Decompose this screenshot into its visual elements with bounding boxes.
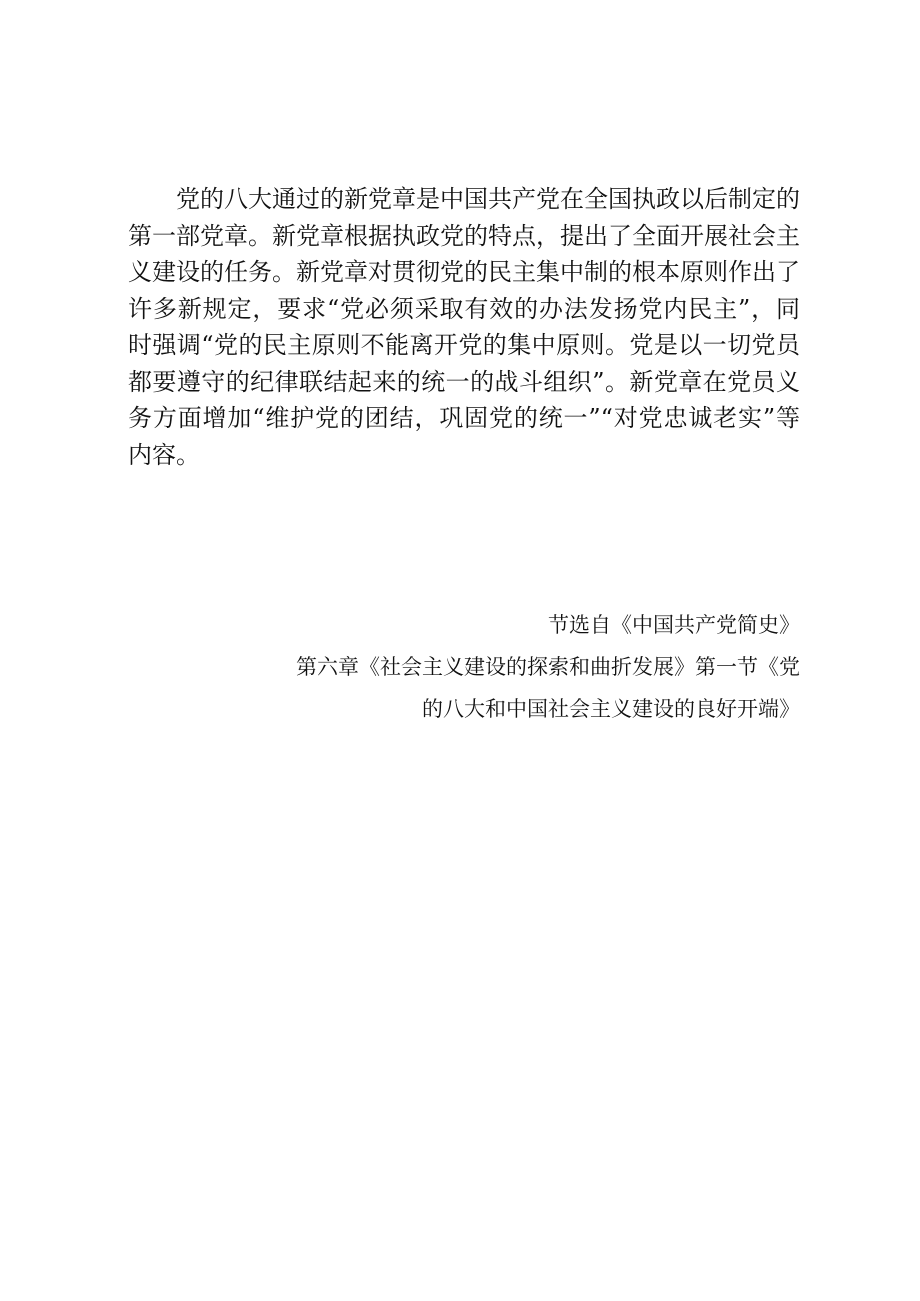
source-citation (200, 604, 800, 730)
source-line-book: 节选自《中国共产党简史》 (548, 613, 800, 637)
body-paragraph: 党的八大通过的新党章是中国共产党在全国执政以后制定的第一部党章。新党章根据执政党的特点，提出了全面开展社会主义建设的任务。新党章对贯彻党的民主集中制的根本原则作出了许多新规定，要求“党必须采取有效的办法发扬党内民主”，同时强调“党的民主原则不能离开党的集中原则。党是以一切党员都要遵守的纪律联结起来的统一的战斗组织”。新党章在党员义务方面增加“维护党的团结，巩固党的统一”“对党忠诚老实”等内容。 (128, 185, 800, 469)
source-line-section: 的八大和中国社会主义建设的良好开端》 (422, 697, 800, 721)
source-line-chapter: 第六章《社会主义建设的探索和曲折发展》第一节《党 (296, 655, 800, 679)
